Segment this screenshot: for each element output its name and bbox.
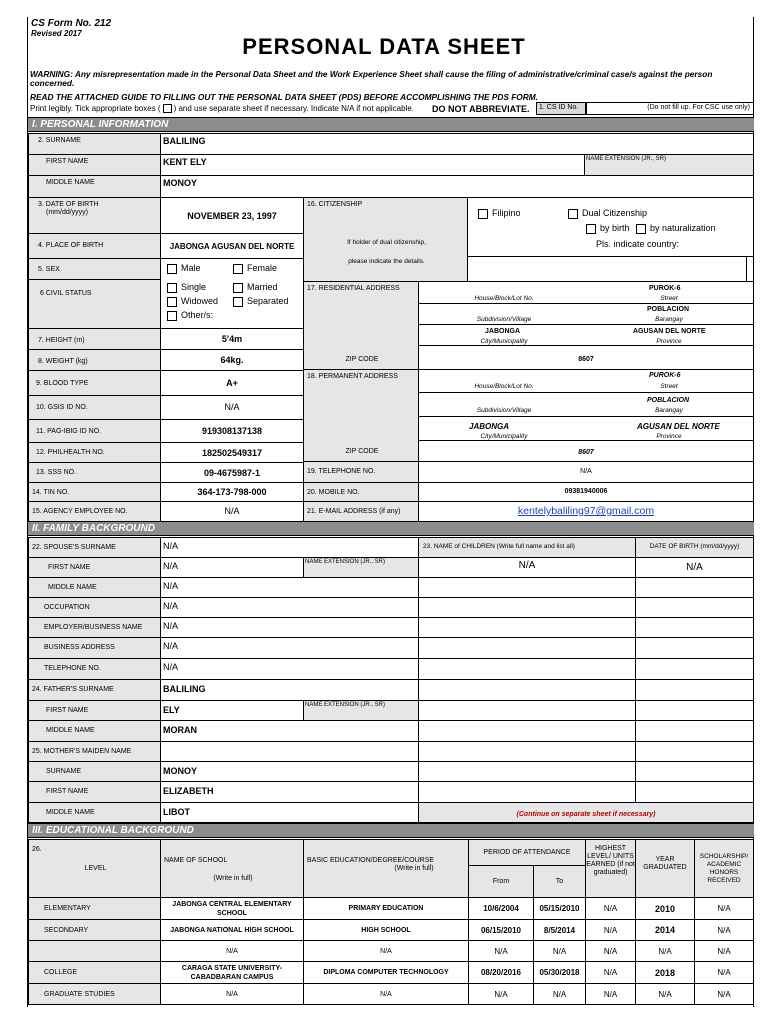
spouse-first-field[interactable]: N/A [160, 557, 304, 578]
year-graduated-header: YEAR GRADUATED [635, 839, 695, 898]
res-subdivision: POBLACION [647, 306, 689, 313]
occupation-label: OCCUPATION [28, 597, 161, 618]
mother-surname-field[interactable]: MONOY [160, 761, 419, 782]
edu-course[interactable]: N/A [303, 983, 469, 1005]
employer-label: EMPLOYER/BUSINESS NAME [28, 617, 161, 638]
edu-year-graduated[interactable]: N/A [635, 940, 695, 962]
section-personal-information: I. PERSONAL INFORMATION [28, 117, 754, 132]
blood-type-field[interactable]: A+ [160, 370, 304, 396]
sex-female[interactable]: Female [233, 263, 277, 274]
edu-course[interactable]: HIGH SCHOOL [303, 919, 469, 941]
mobile-label: 20. MOBILE NO. [303, 482, 419, 502]
edu-year-graduated[interactable]: 2018 [635, 961, 695, 984]
email-field[interactable] [418, 501, 754, 522]
spouse-name-extension[interactable]: NAME EXTENSION (JR., SR) [303, 557, 419, 578]
edu-highest-level[interactable]: N/A [585, 919, 636, 941]
print-instructions-a: Print legibly. Tick appropriate boxes ( [30, 104, 161, 113]
father-name-extension[interactable]: NAME EXTENSION (JR., SR) [303, 700, 419, 721]
child-dob-row-7[interactable] [635, 679, 754, 701]
permanent-address-fields[interactable] [418, 369, 754, 441]
section-family-background: II. FAMILY BACKGROUND [28, 521, 754, 536]
edu-year-graduated[interactable]: 2014 [635, 919, 695, 941]
edu-school[interactable]: N/A [160, 983, 304, 1005]
child-dob-row-10[interactable] [635, 741, 754, 762]
edu-highest-level[interactable]: N/A [585, 940, 636, 962]
spouse-telephone-field[interactable]: N/A [160, 658, 419, 680]
page-title: PERSONAL DATA SHEET [242, 34, 526, 59]
spouse-middle-label: MIDDLE NAME [28, 577, 161, 598]
citizenship-label: 16. CITIZENSHIP If holder of dual citizenship, please indicate the details. [303, 197, 468, 282]
continue-note: (Continue on separate sheet if necessary) [418, 802, 754, 823]
surname-label: 2. SURNAME [28, 133, 161, 155]
father-surname-field[interactable]: BALILING [160, 679, 419, 701]
child-name-row-5[interactable] [418, 637, 636, 659]
spouse-middle-field[interactable]: N/A [160, 577, 419, 598]
edu-highest-level[interactable]: N/A [585, 897, 636, 920]
cap-city: City/Municipality [480, 338, 528, 345]
to-header: To [533, 865, 586, 898]
child-name-row-3[interactable] [418, 597, 636, 618]
child-dob-row-6[interactable] [635, 658, 754, 680]
gsis-label: 10. GSIS ID NO. [28, 395, 161, 420]
edu-level: SECONDARY [28, 919, 161, 941]
edu-from[interactable]: N/A [468, 940, 534, 962]
child-dob-row-4[interactable] [635, 617, 754, 638]
child-name-row-11[interactable] [418, 761, 636, 782]
citizenship-by-birth[interactable]: by birth [586, 223, 630, 234]
agency-employee-field[interactable]: N/A [160, 501, 304, 522]
email-link[interactable]: kentelybaliling97@gmail.com [517, 505, 655, 517]
sex-male[interactable]: Male [167, 263, 201, 274]
weight-label: 8. WEIGHT (kg) [28, 349, 161, 371]
weight-field[interactable]: 64kg. [160, 349, 304, 371]
sex-options [160, 258, 304, 280]
edu-course[interactable]: DIPLOMA COMPUTER TECHNOLOGY [303, 961, 469, 984]
from-header: From [468, 865, 534, 898]
cap-subdivision: Subdivision/Village [476, 316, 532, 323]
dob-label: 3. DATE OF BIRTH (mm/dd/yyyy) [28, 197, 161, 234]
period-header: PERIOD OF ATTENDANCE [468, 839, 586, 866]
perm-subdivision: POBLACION [647, 397, 689, 404]
residential-zip-field[interactable]: 8607 [418, 345, 754, 370]
child-dob-row-12[interactable] [635, 781, 754, 803]
philhealth-field[interactable]: 182502549317 [160, 442, 304, 463]
sex-label: 5. SEX [28, 258, 161, 280]
edu-to[interactable]: 05/30/2018 [533, 961, 586, 984]
sss-field[interactable]: 09-4675987-1 [160, 462, 304, 483]
occupation-field[interactable]: N/A [160, 597, 419, 618]
school-header: NAME OF SCHOOL (Write in full) [160, 839, 304, 898]
warning-text: WARNING: Any misrepresentation made in the Personal Data Sheet and the Work Experience Sheet shall cause the filing of administrative/criminal case/s against the person concerned. [30, 69, 713, 88]
pob-label: 4. PLACE OF BIRTH [28, 233, 161, 259]
child-dob-row-2[interactable] [635, 577, 754, 598]
perm-cap-barangay: Barangay [655, 407, 683, 414]
mobile-field[interactable]: 09381940006 [418, 482, 754, 502]
first-name-field[interactable]: KENT ELY [160, 154, 585, 176]
blood-type-label: 9. BLOOD TYPE [28, 370, 161, 396]
employer-field[interactable]: N/A [160, 617, 419, 638]
mother-first-field[interactable]: ELIZABETH [160, 781, 419, 803]
mother-surname-label: SURNAME [28, 761, 161, 782]
perm-cap-house: House/Block/Lot No. [474, 383, 534, 390]
child-name-field[interactable]: N/A [418, 557, 636, 578]
civil-single[interactable]: Single [167, 282, 206, 293]
spouse-first-label: FIRST NAME [28, 557, 161, 578]
telephone-field[interactable]: N/A [418, 461, 754, 483]
email-label: 21. E-MAIL ADDRESS (if any) [303, 501, 419, 522]
do-not-abbreviate: DO NOT ABBREVIATE. [432, 104, 530, 114]
child-name-row-10[interactable] [418, 741, 636, 762]
edu-from[interactable]: 06/15/2010 [468, 919, 534, 941]
edu-year-graduated[interactable]: N/A [635, 983, 695, 1005]
level-header: 26. LEVEL [28, 839, 161, 898]
telephone-label: 19. TELEPHONE NO. [303, 461, 419, 483]
child-name-row-12[interactable] [418, 781, 636, 803]
sss-label: 13. SSS NO. [28, 462, 161, 483]
name-extension-field[interactable]: NAME EXTENSION (JR., SR) [584, 154, 754, 176]
cs-id-field[interactable] [586, 102, 754, 115]
children-header: 23. NAME of CHILDREN (Write full name and list all) [418, 537, 636, 558]
perm-cap-street: Street [660, 383, 678, 390]
highest-level-header: HIGHEST LEVEL/ UNITS EARNED (if not graduated) [585, 839, 636, 898]
edu-honors[interactable]: N/A [694, 983, 754, 1005]
edu-highest-level[interactable]: N/A [585, 983, 636, 1005]
philhealth-label: 12. PHILHEALTH NO. [28, 442, 161, 463]
child-dob-row-3[interactable] [635, 597, 754, 618]
child-dob-row-9[interactable] [635, 720, 754, 742]
child-name-row-4[interactable] [418, 617, 636, 638]
edu-level: ELEMENTARY [28, 897, 161, 920]
child-dob-row-11[interactable] [635, 761, 754, 782]
mother-middle-label: MIDDLE NAME [28, 802, 161, 823]
child-name-row-6[interactable] [418, 658, 636, 680]
perm-house: PUROK-6 [649, 372, 681, 379]
tin-label: 14. TIN NO. [28, 482, 161, 502]
business-address-field[interactable]: N/A [160, 637, 419, 659]
res-city: JABONGA [485, 328, 521, 335]
civil-separated[interactable]: Separated [233, 296, 289, 307]
tin-field[interactable]: 364-173-798-000 [160, 482, 304, 502]
citizenship-options [467, 197, 754, 257]
dob-field[interactable]: NOVEMBER 23, 1997 [160, 197, 304, 234]
edu-highest-level[interactable]: N/A [585, 961, 636, 984]
tick-box-sample [163, 104, 172, 113]
read-guide-text: READ THE ATTACHED GUIDE TO FILLING OUT THE PERSONAL DATA SHEET (PDS) BEFORE ACCOMPLISHING THE PDS FORM. [30, 92, 538, 102]
child-dob-field[interactable]: N/A [635, 557, 754, 578]
citizenship-dual[interactable]: Dual Citizenship [568, 208, 647, 219]
edu-level [28, 940, 161, 962]
citizenship-country-label: Pls. indicate country: [596, 239, 680, 249]
child-dob-row-8[interactable] [635, 700, 754, 721]
child-dob-row-5[interactable] [635, 637, 754, 659]
civil-status-label: 6 CIVIL STATUS [28, 279, 161, 329]
cs-id-label: 1. CS ID No. [536, 102, 586, 115]
edu-from[interactable]: 08/20/2016 [468, 961, 534, 984]
form-number: CS Form No. 212 [31, 18, 112, 29]
father-first-field[interactable]: ELY [160, 700, 304, 721]
agency-employee-label: 15. AGENCY EMPLOYEE NO. [28, 501, 161, 522]
citizenship-country-field[interactable] [467, 256, 747, 282]
cap-province: Province [656, 338, 682, 345]
spouse-surname-label: 22. SPOUSE'S SURNAME [28, 537, 161, 558]
child-name-row-9[interactable] [418, 720, 636, 742]
mother-maiden-label: 25. MOTHER'S MAIDEN NAME [28, 741, 161, 762]
pob-field[interactable]: JABONGA AGUSAN DEL NORTE [160, 233, 304, 259]
print-instructions-b: ) and use separate sheet if necessary. Indicate N/A if not applicable. [173, 104, 415, 113]
middle-name-field[interactable]: MONOY [160, 175, 754, 198]
edu-course[interactable]: N/A [303, 940, 469, 962]
father-surname-label: 24. FATHER'S SURNAME [28, 679, 161, 701]
print-instructions [30, 104, 414, 113]
residential-address-fields[interactable] [418, 281, 754, 346]
height-label: 7. HEIGHT (m) [28, 328, 161, 350]
cap-barangay: Barangay [655, 316, 683, 323]
perm-province: AGUSAN DEL NORTE [637, 422, 720, 431]
section-educational-background: III. EDUCATIONAL BACKGROUND [28, 823, 754, 838]
cap-house: House/Block/Lot No. [474, 295, 534, 302]
edu-to[interactable]: N/A [533, 983, 586, 1005]
residential-address-label: 17. RESIDENTIAL ADDRESS ZIP CODE [303, 281, 419, 370]
edu-to[interactable]: 8/5/2014 [533, 919, 586, 941]
edu-school[interactable]: JABONGA NATIONAL HIGH SCHOOL [160, 919, 304, 941]
edu-school[interactable]: CARAGA STATE UNIVERSITY-CABADBARAN CAMPUS [160, 961, 304, 984]
edu-school[interactable]: N/A [160, 940, 304, 962]
edu-to[interactable]: N/A [533, 940, 586, 962]
edu-school[interactable]: JABONGA CENTRAL ELEMENTARY SCHOOL [160, 897, 304, 920]
edu-year-graduated[interactable]: 2010 [635, 897, 695, 920]
edu-from[interactable]: N/A [468, 983, 534, 1005]
edu-honors[interactable]: N/A [694, 897, 754, 920]
form-revision: Revised 2017 [31, 29, 82, 38]
citizenship-by-naturalization[interactable]: by naturalization [636, 223, 716, 234]
father-first-label: FIRST NAME [28, 700, 161, 721]
cap-street: Street [660, 295, 678, 302]
res-province: AGUSAN DEL NORTE [633, 328, 706, 335]
first-name-label: FIRST NAME [28, 154, 161, 176]
edu-honors[interactable]: N/A [694, 940, 754, 962]
child-name-row-8[interactable] [418, 700, 636, 721]
cs-id-note: (Do not fill up. For CSC use only) [647, 104, 750, 111]
permanent-zip-field[interactable]: 8607 [418, 440, 754, 462]
edu-level: GRADUATE STUDIES [28, 983, 161, 1005]
perm-cap-city: City/Municipality [480, 433, 528, 440]
child-name-row-2[interactable] [418, 577, 636, 598]
height-field[interactable]: 5'4m [160, 328, 304, 350]
edu-honors[interactable]: N/A [694, 919, 754, 941]
permanent-address-label: 18. PERMANENT ADDRESS ZIP CODE [303, 369, 419, 462]
perm-cap-subdivision: Subdivision/Village [476, 407, 532, 414]
civil-others[interactable]: Other/s: [167, 310, 213, 321]
edu-to[interactable]: 05/15/2010 [533, 897, 586, 920]
edu-honors[interactable]: N/A [694, 961, 754, 984]
children-dob-header: DATE OF BIRTH (mm/dd/yyyy) [635, 537, 754, 558]
child-name-row-7[interactable] [418, 679, 636, 701]
mother-maiden-field[interactable] [160, 741, 419, 762]
business-address-label: BUSINESS ADDRESS [28, 637, 161, 659]
pagibig-label: 11. PAG-IBIG ID NO. [28, 419, 161, 443]
perm-cap-province: Province [656, 433, 682, 440]
civil-status-options [160, 279, 304, 329]
surname-field[interactable]: BALILING [160, 133, 754, 155]
spouse-surname-field[interactable]: N/A [160, 537, 419, 558]
perm-city: JABONGA [469, 422, 510, 431]
father-middle-field[interactable]: MORAN [160, 720, 419, 742]
citizenship-filipino[interactable]: Filipino [478, 208, 521, 219]
middle-name-label: MIDDLE NAME [28, 175, 161, 198]
edu-level: COLLEGE [28, 961, 161, 984]
civil-widowed[interactable]: Widowed [167, 296, 218, 307]
honors-header: SCHOLARSHIP/ ACADEMIC HONORS RECEIVED [694, 839, 754, 898]
gsis-field[interactable]: N/A [160, 395, 304, 420]
civil-married[interactable]: Married [233, 282, 278, 293]
res-house: PUROK-6 [649, 285, 681, 292]
pagibig-field[interactable]: 919308137138 [160, 419, 304, 443]
mother-first-label: FIRST NAME [28, 781, 161, 803]
edu-course[interactable]: PRIMARY EDUCATION [303, 897, 469, 920]
course-header: BASIC EDUCATION/DEGREE/COURSE (Write in full) [303, 839, 469, 898]
mother-middle-field[interactable]: LIBOT [160, 802, 419, 823]
edu-from[interactable]: 10/6/2004 [468, 897, 534, 920]
father-middle-label: MIDDLE NAME [28, 720, 161, 742]
spouse-telephone-label: TELEPHONE NO. [28, 658, 161, 680]
